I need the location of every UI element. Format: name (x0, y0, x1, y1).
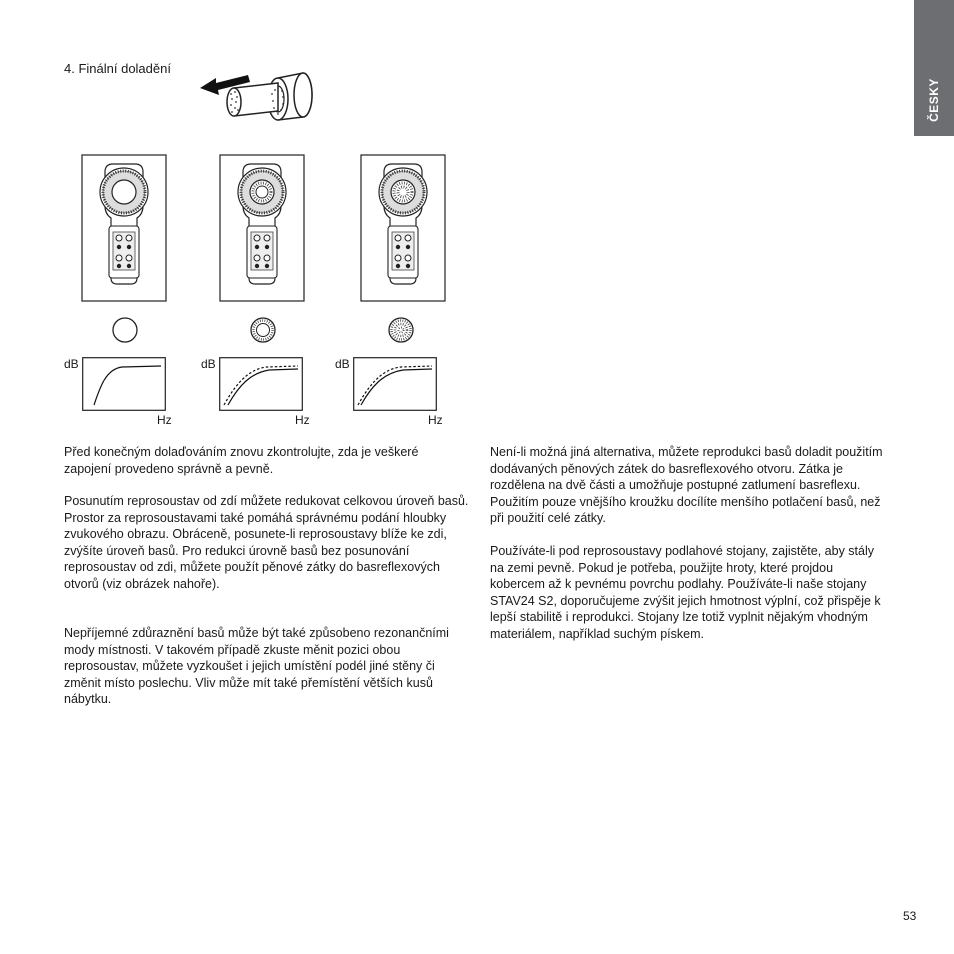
graph-1-y-label: dB (64, 357, 79, 371)
right-paragraph-1: Není-li možná jiná alternativa, můžete reprodukci basů doladit použitím dodávaných pěnových zátek do basreflexového otvoru. Zátka je rozdělena na dvě části a umožňuje postupné zatlumení basreflexu. Použitím pouze vnějšího kroužku docílíte menšího potlačení basů, než při použití celé zátky. (490, 445, 883, 525)
language-tab (914, 0, 954, 136)
open-port-icon (111, 316, 139, 344)
foam-plug-illustration (196, 66, 316, 128)
graph-1-x-label: Hz (157, 413, 172, 427)
full-plug-icon (387, 316, 415, 344)
ring-plug-icon (249, 316, 277, 344)
response-graph-ring (219, 357, 303, 411)
left-paragraph-2: Posunutím reprosoustav od zdí můžete redukovat celkovou úroveň basů. Prostor za reprosoustavami také pomáhá správnému podání hloubky zvukového obrazu. Obráceně, posunete-li reprosoustavy blíže ke zdi, zvýšíte úroveň basů. Pro redukci úrovně basů bez posunování reprosoustav od zdi, můžete použít pěnové zátky do basreflexových otvorů (viz obrázek nahoře). (64, 494, 469, 591)
left-paragraph-3: Nepříjemné zdůraznění basů může být také způsobeno rezonančními mody místnosti. V takovém případě zkuste měnit pozici obou reprosoustav, můžete vyzkoušet i jejich umístění podél jiné stěny či změnit místo poslechu. Vliv může mít také přemístění větších kusů nábytku. (64, 626, 449, 706)
response-graph-open (82, 357, 166, 411)
left-paragraph-1: Před konečným dolaďováním znovu zkontrolujte, zda je veškeré zapojení provedeno správně a pevně. (64, 445, 419, 476)
graph-2-y-label: dB (201, 357, 216, 371)
graph-3-y-label: dB (335, 357, 350, 371)
graph-2-x-label: Hz (295, 413, 310, 427)
right-paragraph-2: Používáte-li pod reprosoustavy podlahové stojany, zajistěte, aby stály na zemi pevně. Pokud je potřeba, použijte hroty, které projdou kobercem až k pevnému povrchu podlahy. Používáte-li naše stojany STAV24 S2, doporučujeme zvýšit jejich hmotnost výplní, což přispěje k lepší stabilitě i reprodukci. Stojany lze totiž vyplnit nějakým vhodným materiálem, například suchým pískem. (490, 544, 881, 641)
section-heading: 4. Finální doladění (64, 61, 171, 76)
graph-3-x-label: Hz (428, 413, 443, 427)
speaker-rear-ring-plug (219, 154, 305, 302)
language-tab-label: ČESKY (927, 78, 941, 122)
page-number: 53 (903, 909, 917, 923)
speaker-rear-open-port (81, 154, 167, 302)
speaker-rear-full-plug (360, 154, 446, 302)
response-graph-full (353, 357, 437, 411)
